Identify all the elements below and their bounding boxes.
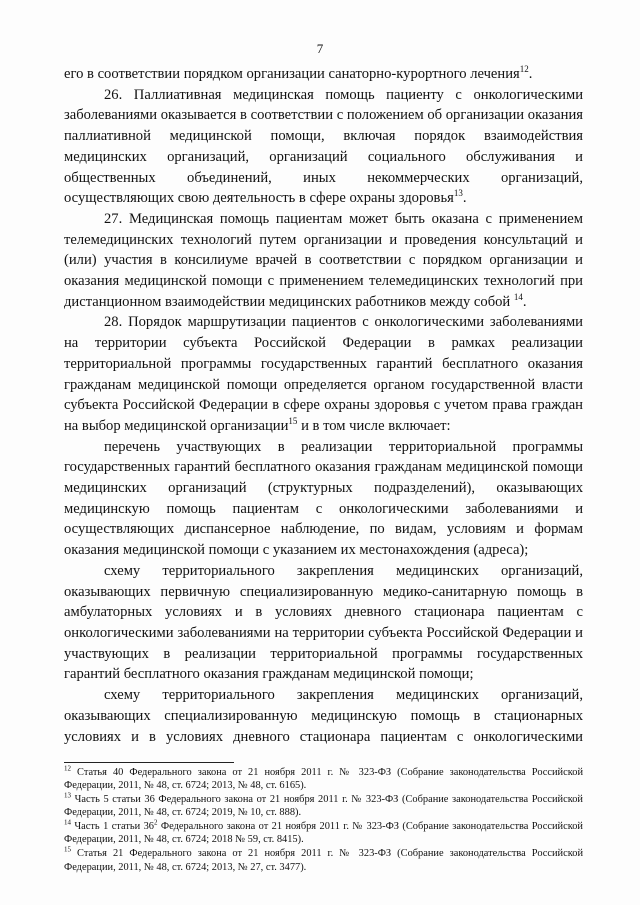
paragraph-list-1 (64, 437, 583, 561)
text-run: схему территориального закрепления медицинских организаций, оказывающих специализированную медицинскую помощь в стационарных условиях и в условиях дневного стационара пациентам с онкологическими (64, 687, 583, 745)
text-run: Статья 21 Федерального закона от 21 ноября 2011 г. № 323-ФЗ (Собрание законодательства Российской Федерации, 2011, № 48, ст. 6724; 2013, № 27, ст. 3477). (64, 848, 583, 873)
footnote-13 (64, 793, 583, 820)
text-run: Федерального закона от 21 ноября 2011 г. № 323-ФЗ (Собрание законодательства Российской Федерации, 2011, № 48, ст. 6724; 2018 № 59, ст. 8415). (64, 821, 583, 846)
paragraph-28 (64, 312, 583, 436)
footnote-ref: 12 (519, 64, 529, 75)
text-run: . (522, 293, 527, 310)
text-run: . (462, 190, 467, 207)
footnote-ref: 14 (513, 291, 523, 302)
text-run: 28. Порядок маршрутизации пациентов с онкологическими заболеваниями на территории субъекта Российской Федерации в рамках реализации территориальной программы государственных гарантий бесплатного оказания гражданам медицинской помощи определяется органом государственной власти субъекта Российской Федерации в сфере охраны здоровья с учетом права граждан на выбор медицинской организации (64, 314, 583, 434)
footnote-ref: 12 (64, 764, 71, 773)
paragraph-list-2 (64, 561, 583, 685)
footnote-ref: 14 (64, 818, 71, 827)
footnote-ref: 13 (64, 791, 71, 800)
footnote-14 (64, 820, 583, 847)
text-run: . (528, 66, 533, 82)
footnote-ref: 15 (64, 845, 71, 854)
document-body (64, 64, 583, 747)
text-run: 26. Паллиативная медицинская помощь пациенту с онкологическими заболеваниями оказывается в соответствии с положением об организации оказания паллиативной медицинской помощи, включая порядок взаимодействия медицинских организаций, организаций социального обслуживания и общественных объединений, иных некоммерческих организаций, осуществляющих свою деятельность в сфере охраны здоровья (64, 86, 583, 207)
text-run: Статья 40 Федерального закона от 21 ноября 2011 г. № 323-ФЗ (Собрание законодательства Российской Федерации, 2011, № 48, ст. 6724; 2013, № 48, ст. 6165). (64, 767, 583, 792)
text-run: схему территориального закрепления медицинских организаций, оказывающих первичную специализированную медико-санитарную помощь в амбулаторных условиях и в условиях дневного стационара пациентам с онкологическими заболеваниями на территории субъекта Российской Федерации и участвующих в реализации территориальной программы государственных гарантий бесплатного оказания гражданам медицинской помощи; (64, 562, 583, 683)
paragraph-continuation (64, 64, 583, 85)
text-run: Часть 5 статьи 36 Федерального закона от 21 ноября 2011 г. № 323-ФЗ (Собрание законодательства Российской Федерации, 2011, № 48, ст. 6724; 2019, № 10, ст. 888). (64, 794, 583, 819)
text-run: 27. Медицинская помощь пациентам может быть оказана с применением телемедицинских технологий путем организации и проведения консультаций и (или) участия в консилиуме врачей в соответствии с порядком организации и оказания медицинской помощи с применением телемедицинских технологий при дистанционном взаимодействии медицинских работников между собой (64, 210, 583, 310)
paragraph-list-3 (64, 685, 583, 747)
footnote-ref: 15 (288, 416, 298, 427)
footnote-12 (64, 766, 583, 793)
footnote-ref: 2 (153, 818, 158, 827)
text-run: Часть 1 статьи 36 (71, 821, 154, 833)
text-run: перечень участвующих в реализации территориальной программы государственных гарантий бесплатного оказания гражданам медицинской помощи медицинских организаций (структурных подразделений), оказывающих медицинскую помощь пациентам с онкологическими заболеваниями и осуществляющих диспансерное наблюдение, по видам, условиям и формам оказания медицинской помощи с указанием их местонахождения (адреса); (64, 438, 583, 559)
paragraph-27 (64, 209, 583, 313)
paragraph-26 (64, 85, 583, 209)
page-number: 7 (316, 41, 324, 56)
text-run: и в том числе включает: (297, 417, 451, 434)
footnote-ref: 13 (453, 188, 463, 199)
footnote-separator (64, 762, 234, 763)
footnote-15 (64, 847, 583, 874)
footnotes (64, 766, 583, 874)
text-run: его в соответствии порядком организации санаторно-курортного лечения (64, 66, 520, 82)
